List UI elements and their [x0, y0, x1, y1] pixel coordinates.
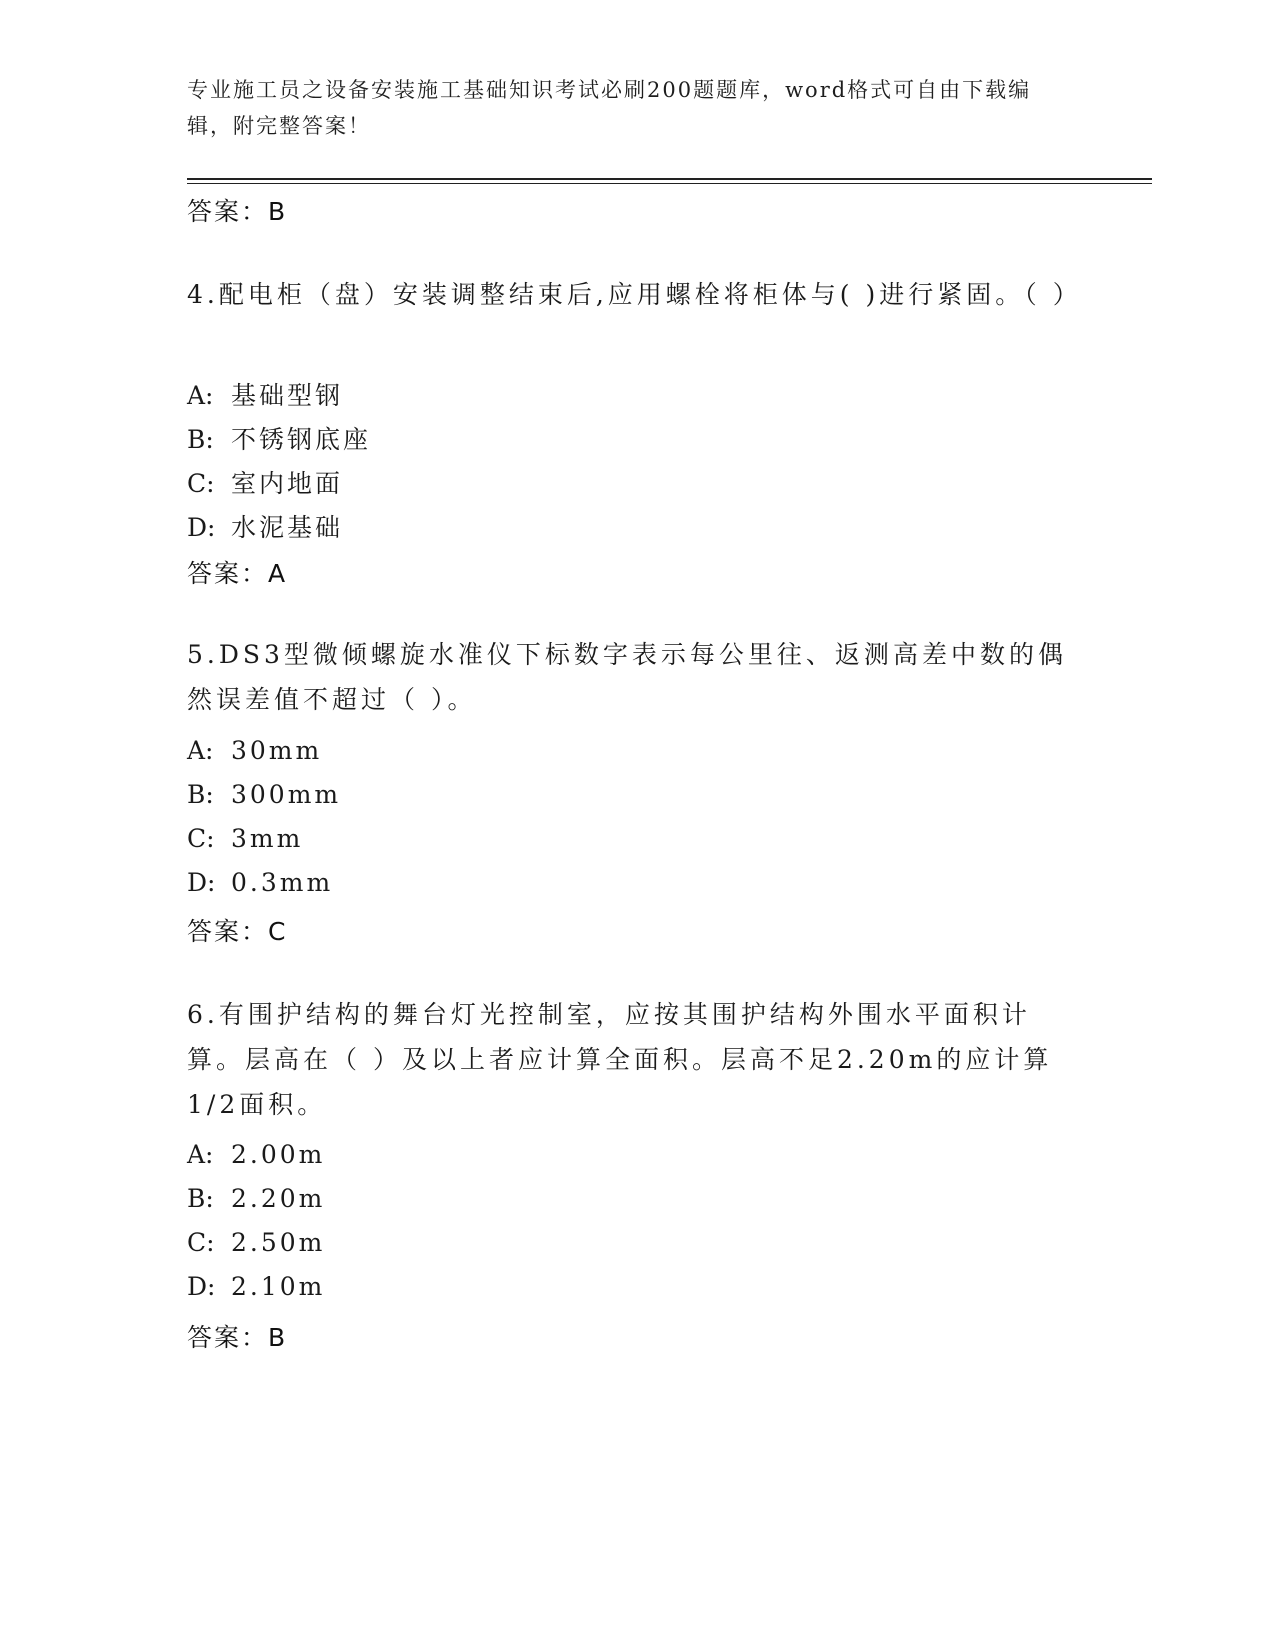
option-text: 2.00m — [231, 1140, 326, 1169]
question-6-option-c — [187, 1228, 325, 1257]
question-6-option-d — [187, 1272, 325, 1301]
question-5-answer: 答案：C — [187, 917, 288, 946]
question-5-option-a — [187, 736, 322, 765]
option-key: D: — [187, 868, 216, 897]
option-text: 室内地面 — [231, 469, 344, 498]
question-4-text: 配电柜（盘）安装调整结束后,应用螺栓将柜体与( )进行紧固。（ ） — [218, 280, 1082, 309]
question-5-option-c — [187, 824, 303, 853]
option-text: 300mm — [231, 780, 342, 809]
option-key: A: — [187, 1140, 214, 1169]
question-4-option-c — [187, 464, 343, 500]
question-5-text: DS3型微倾螺旋水准仪下标数字表示每公里往、返测高差中数的偶然误差值不超过（ ）。 — [187, 640, 1067, 714]
question-5 — [187, 632, 1087, 722]
option-key: C: — [187, 469, 215, 498]
header-rule-bottom — [187, 183, 1152, 184]
question-5-option-d — [187, 868, 333, 897]
question-4-option-d — [187, 508, 343, 544]
option-key: C: — [187, 1228, 215, 1257]
question-6-option-b — [187, 1184, 325, 1213]
answer-prev: 答案：B — [187, 197, 288, 226]
question-6-option-a — [187, 1140, 325, 1169]
option-text: 2.10m — [231, 1272, 326, 1301]
question-4 — [187, 272, 1087, 317]
option-key: B: — [187, 425, 214, 454]
option-key: A: — [187, 381, 214, 410]
option-text: 基础型钢 — [231, 381, 344, 410]
header-rule-top — [187, 178, 1152, 180]
option-key: D: — [187, 1272, 216, 1301]
option-key: B: — [187, 780, 214, 809]
question-4-option-a — [187, 376, 343, 412]
option-key: B: — [187, 1184, 214, 1213]
option-key: D: — [187, 513, 216, 542]
question-6-text: 有围护结构的舞台灯光控制室，应按其围护结构外围水平面积计算。层高在（ ）及以上者应计算全面积。层高不足2.20m的应计算1/2面积。 — [187, 1000, 1053, 1119]
question-6 — [187, 992, 1087, 1127]
question-4-option-b — [187, 420, 371, 456]
option-text: 不锈钢底座 — [231, 425, 372, 454]
question-5-number: 5. — [187, 640, 219, 669]
question-6-answer: 答案：B — [187, 1323, 288, 1352]
option-key: C: — [187, 824, 215, 853]
option-text: 水泥基础 — [231, 513, 344, 542]
option-key: A: — [187, 736, 214, 765]
question-6-number: 6. — [187, 1000, 219, 1029]
option-text: 2.20m — [231, 1184, 326, 1213]
option-text: 3mm — [231, 824, 304, 853]
option-text: 0.3mm — [231, 868, 334, 897]
question-5-option-b — [187, 780, 341, 809]
question-4-answer: 答案：A — [187, 559, 288, 588]
document-header: 专业施工员之设备安装施工基础知识考试必刷200题题库，word格式可自由下载编辑，附完整答案！ — [187, 78, 1032, 138]
option-text: 30mm — [231, 736, 323, 765]
question-4-number: 4. — [187, 280, 219, 309]
option-text: 2.50m — [231, 1228, 326, 1257]
